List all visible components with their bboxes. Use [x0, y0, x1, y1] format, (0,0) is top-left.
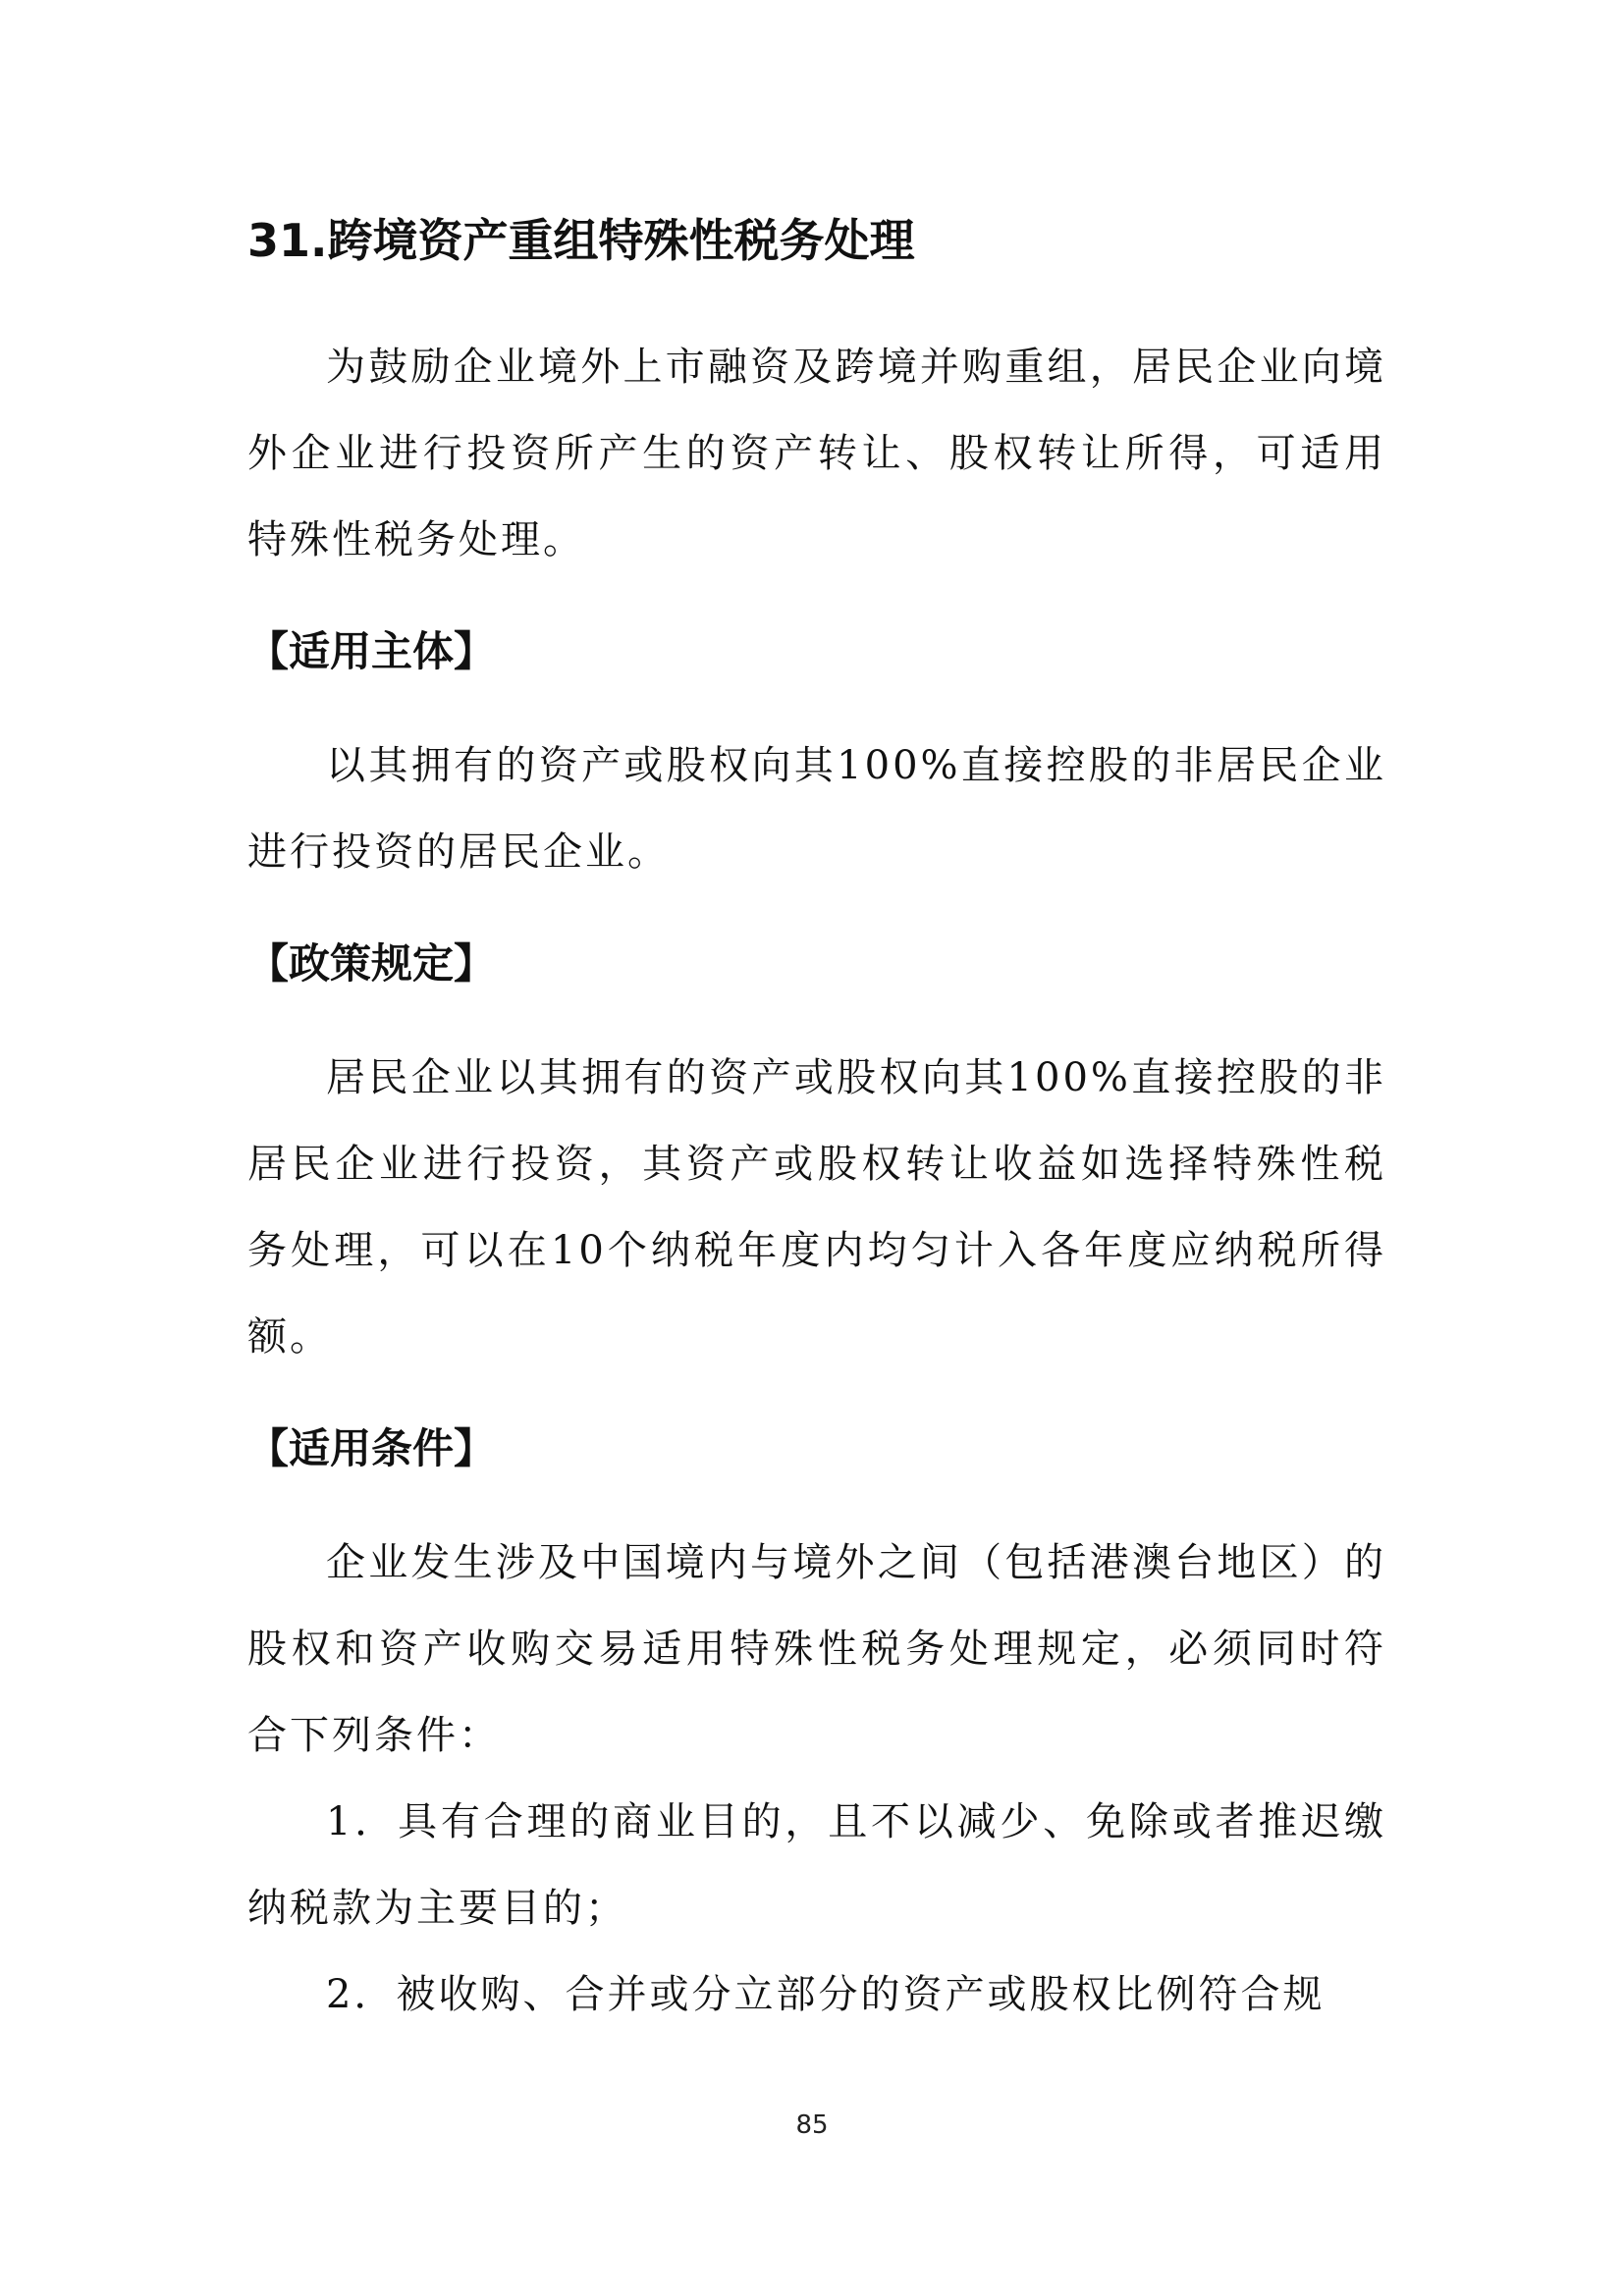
intro-paragraph: 为鼓励企业境外上市融资及跨境并购重组，居民企业向境外企业进行投资所产生的资产转让、股权转让所得，可适用特殊性税务处理。 [247, 345, 1386, 562]
document-title: 31.跨境资产重组特殊性税务处理 [247, 214, 915, 267]
section-heading-conditions: 【适用条件】 [247, 1424, 496, 1472]
conditions-paragraph: 企业发生涉及中国境内与境外之间（包括港澳台地区）的股权和资产收购交易适用特殊性税务处理规定，必须同时符合下列条件： [247, 1540, 1386, 1758]
section-heading-policy: 【政策规定】 [247, 939, 496, 988]
condition-item-2: 2．被收购、合并或分立部分的资产或股权比例符合规 [326, 1972, 1326, 2017]
policy-paragraph: 居民企业以其拥有的资产或股权向其100%直接控股的非居民企业进行投资，其资产或股权转让收益如选择特殊性税务处理，可以在10个纳税年度内均匀计入各年度应纳税所得额。 [247, 1055, 1386, 1360]
document-page [247, 206, 1386, 2038]
page-number: 85 [795, 2110, 829, 2140]
subject-paragraph: 以其拥有的资产或股权向其100%直接控股的非居民企业进行投资的居民企业。 [247, 743, 1386, 875]
section-heading-subject: 【适用主体】 [247, 627, 496, 675]
condition-item-1: 1．具有合理的商业目的，且不以减少、免除或者推迟缴纳税款为主要目的； [247, 1799, 1386, 1931]
